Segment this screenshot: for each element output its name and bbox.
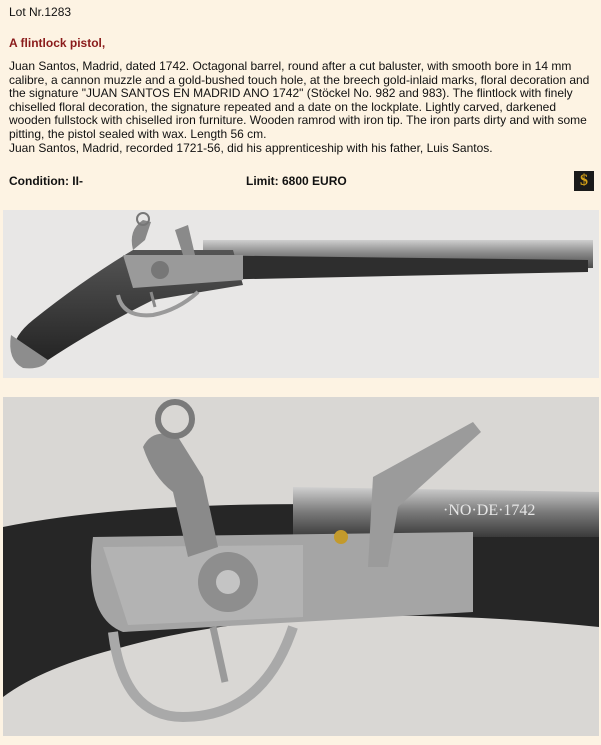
condition-label: Condition: II- bbox=[9, 174, 83, 188]
item-description bbox=[9, 60, 594, 155]
pistol-full-photo[interactable] bbox=[3, 210, 599, 378]
lot-number: Lot Nr.1283 bbox=[9, 5, 72, 19]
barrel-engraving: ·NO·DE·1742 bbox=[443, 502, 536, 519]
item-title: A flintlock pistol, bbox=[9, 36, 106, 50]
limit-label: Limit: 6800 EURO bbox=[246, 174, 347, 188]
dollar-icon[interactable]: $ bbox=[574, 171, 594, 191]
lock-detail-photo[interactable] bbox=[3, 397, 599, 736]
description-text: Juan Santos, Madrid, dated 1742. Octagonal barrel, round after a cut baluster, with smooth bore in 14 mm calibre, a cannon muzzle and a gold-bushed touch hole, at the breech gold-inlaid marks, floral decoration and the signature "JUAN SANTOS EN MADRID ANO 1742" (Stöckel No. 982 and 983). The flintlock with finely chiselled floral decoration, the signature repeated and a date on the lockplate. Lightly carved, darkened wooden fullstock with chiselled iron furniture. Wooden ramrod with iron tip. The iron parts dirty and with some pitting, the pistol sealed with wax. Length 56 cm. bbox=[9, 59, 590, 141]
maker-note: Juan Santos, Madrid, recorded 1721-56, did his apprenticeship with his father, Luis Santos. bbox=[9, 140, 493, 155]
